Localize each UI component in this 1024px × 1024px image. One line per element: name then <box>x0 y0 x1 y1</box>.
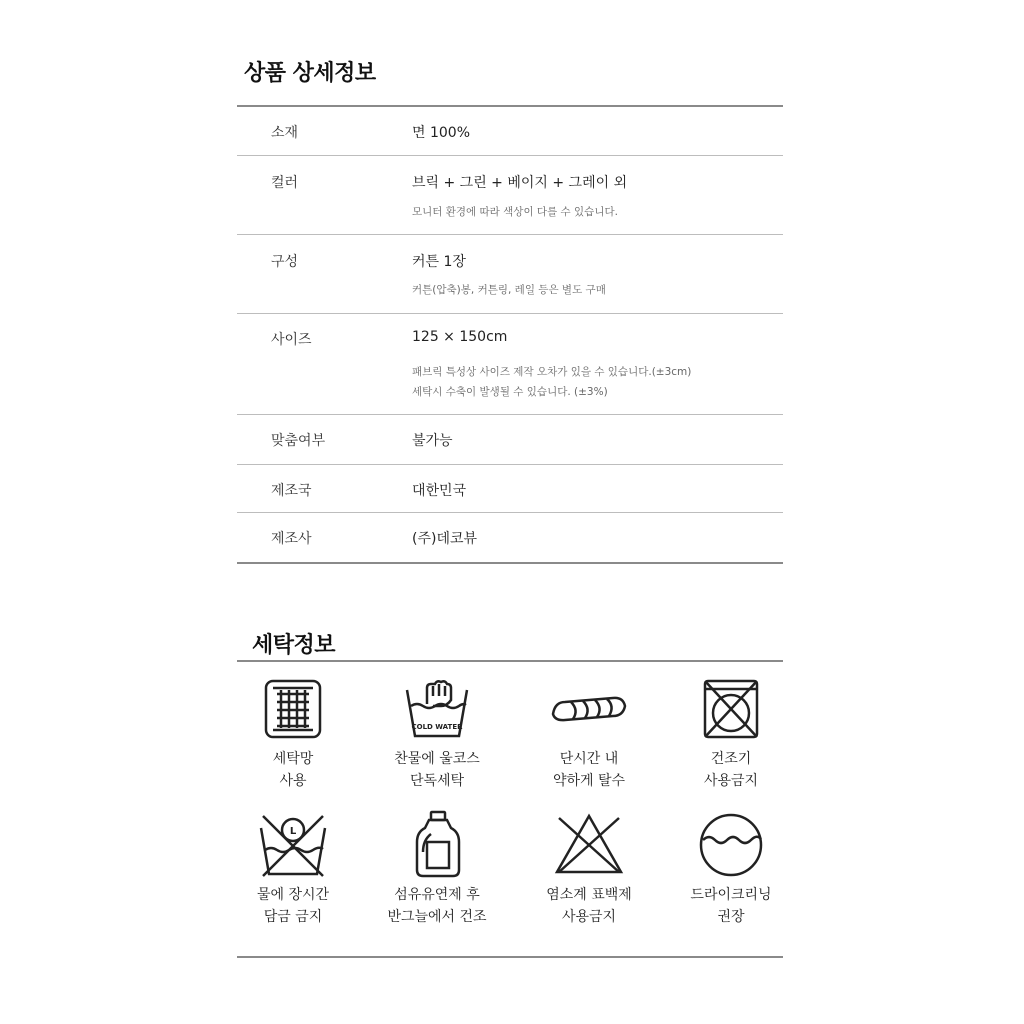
row-note-size-1: 패브릭 특성상 사이즈 제작 오차가 있을 수 있습니다.(±3cm) <box>412 366 692 378</box>
row-label-maker: 제조사 <box>271 531 312 547</box>
detail-title: 상품 상세정보 <box>244 61 376 86</box>
divider <box>237 464 783 465</box>
no-tumble-dry-icon <box>691 676 771 746</box>
divider <box>237 155 783 156</box>
row-value-material: 면 100% <box>412 125 470 141</box>
row-label-custom: 맞춤여부 <box>271 433 326 449</box>
row-label-composition: 구성 <box>271 254 299 270</box>
divider <box>237 234 783 235</box>
row-value-custom: 불가능 <box>412 433 453 449</box>
care-caption: 섬유유연제 후 반그늘에서 건조 <box>387 887 487 925</box>
row-value-composition: 커튼 1장 <box>412 254 466 270</box>
care-caption: 찬물에 울코스 단독세탁 <box>394 751 480 789</box>
divider <box>237 313 783 314</box>
divider <box>237 956 783 958</box>
divider <box>237 414 783 415</box>
no-long-soak-icon <box>253 810 333 880</box>
row-value-maker: (주)데코뷰 <box>412 531 478 547</box>
care-caption: 염소계 표백제 사용금지 <box>546 887 632 925</box>
laundry-net-icon <box>253 676 333 746</box>
row-label-material: 소재 <box>271 125 299 141</box>
no-bleach-icon <box>549 810 629 880</box>
divider <box>237 660 783 662</box>
care-caption: 세탁망 사용 <box>272 751 314 789</box>
row-label-country: 제조국 <box>271 483 312 499</box>
cold-hand-wash-icon <box>397 676 477 746</box>
laundry-title: 세탁정보 <box>252 633 336 658</box>
divider <box>237 105 783 107</box>
divider <box>237 562 783 564</box>
care-caption: 단시간 내 약하게 탈수 <box>552 751 626 789</box>
row-label-color: 컬러 <box>271 175 299 191</box>
row-note-size-2: 세탁시 수축이 발생될 수 있습니다. (±3%) <box>412 386 608 398</box>
detergent-bottle-icon <box>397 810 477 880</box>
dry-clean-icon <box>691 810 771 880</box>
svg-text:COLD WATER: COLD WATER <box>411 723 463 731</box>
care-caption: 건조기 사용금지 <box>703 751 759 789</box>
care-caption: 물에 장시간 담금 금지 <box>256 887 330 925</box>
svg-text:L: L <box>289 826 297 837</box>
row-label-size: 사이즈 <box>271 332 312 348</box>
divider <box>237 512 783 513</box>
row-value-size: 125 × 150cm <box>412 329 508 345</box>
row-note-composition: 커튼(압축)봉, 커튼링, 레일 등은 별도 구매 <box>412 284 606 296</box>
care-caption: 드라이크리닝 권장 <box>690 887 772 925</box>
row-note-color: 모니터 환경에 따라 색상이 다를 수 있습니다. <box>412 206 618 218</box>
row-value-country: 대한민국 <box>412 483 467 499</box>
gentle-spin-icon <box>549 676 629 746</box>
row-value-color: 브릭 + 그린 + 베이지 + 그레이 외 <box>412 175 628 191</box>
